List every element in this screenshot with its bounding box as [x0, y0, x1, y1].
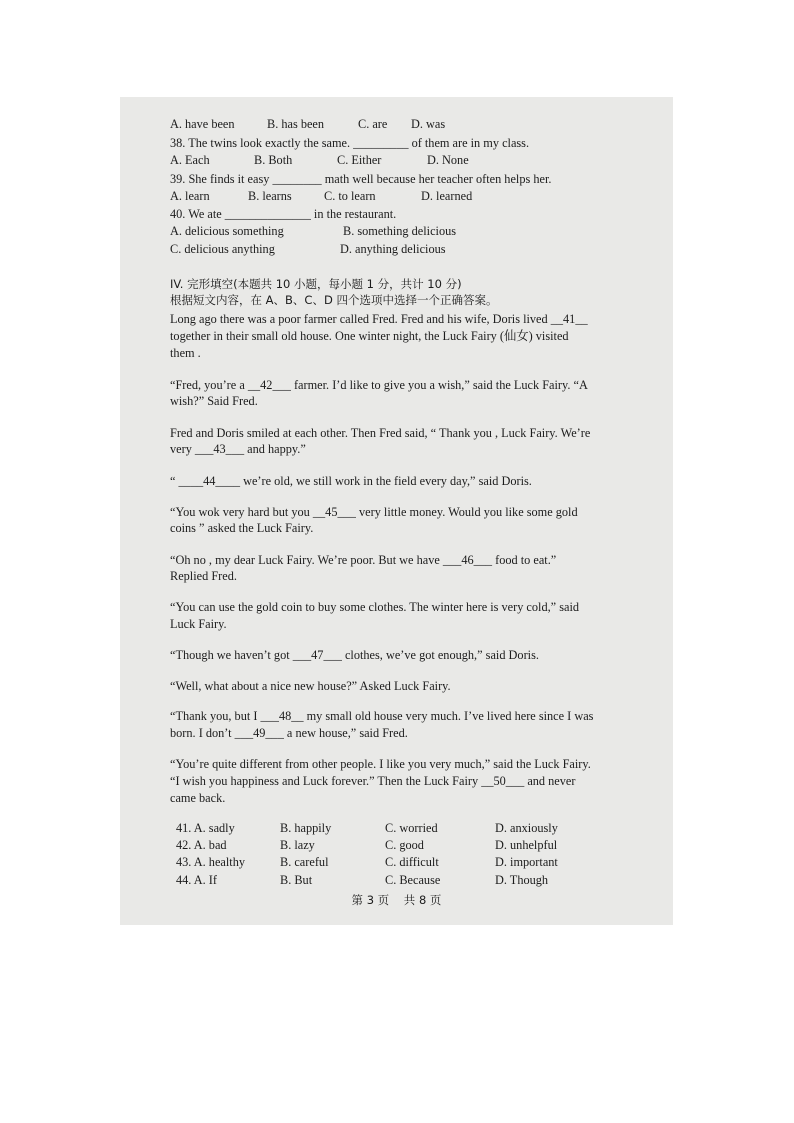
passage-line: coins ” asked the Luck Fairy. [170, 521, 314, 535]
passage-line: Long ago there was a poor farmer called Fred. Fred and his wife, Doris lived __41__ [170, 312, 588, 326]
passage-line: “You can use the gold coin to buy some clothes. The winter here is very cold,” said [170, 600, 580, 614]
option: C. worried [385, 821, 438, 835]
passage-line: wish?” Said Fred. [170, 394, 258, 408]
passage-line: “You’re quite different from other people. I like you very much,” said the Luck Fairy. [170, 757, 591, 771]
question-40-stem: 40. We ate ______________ in the restaurant. [170, 207, 397, 221]
passage-line: came back. [170, 791, 226, 805]
option: C. to learn [324, 189, 376, 203]
question-38-stem: 38. The twins look exactly the same. _________ of them are in my class. [170, 136, 530, 150]
option: B. lazy [280, 838, 315, 852]
option: D. learned [421, 189, 473, 203]
option: C. are [358, 117, 388, 131]
passage-line: “You wok very hard but you __45___ very little money. Would you like some gold [170, 505, 578, 519]
option: 42. A. bad [176, 838, 227, 852]
option: D. Though [495, 873, 549, 887]
section-instruction: 根据短文内容，在 A、B、C、D 四个选项中选择一个正确答案。 [170, 293, 498, 307]
passage-line: “Well, what about a nice new house?” Asked Luck Fairy. [170, 679, 451, 693]
passage-line: “Though we haven’t got ___47___ clothes, we’ve got enough,” said Doris. [170, 648, 539, 662]
passage-line: Replied Fred. [170, 569, 237, 583]
option: B. Both [254, 153, 293, 167]
passage-line: very ___43___ and happy.” [170, 442, 306, 456]
option: A. have been [170, 117, 235, 131]
option: B. happily [280, 821, 332, 835]
passage-line: “Fred, you’re a __42___ farmer. I’d like to give you a wish,” said the Luck Fairy. “A [170, 378, 588, 392]
option: D. anything delicious [340, 242, 446, 256]
passage-line: “Oh no , my dear Luck Fairy. We’re poor. But we have ___46___ food to eat.” [170, 553, 557, 567]
option: C. Because [385, 873, 441, 887]
option: D. important [495, 855, 558, 869]
option: 41. A. sadly [176, 821, 235, 835]
option: B. careful [280, 855, 329, 869]
option: B. learns [248, 189, 292, 203]
page-footer: 第 3 页 共 8 页 [351, 893, 442, 907]
passage-line: “ ____44____ we’re old, we still work in the field every day,” said Doris. [170, 474, 532, 488]
option: C. good [385, 838, 424, 852]
passage-line: born. I don’t ___49___ a new house,” said Fred. [170, 726, 408, 740]
option: A. delicious something [170, 224, 284, 238]
section-title: IV. 完形填空(本题共 10 小题，每小题 1 分，共计 10 分) [170, 277, 462, 291]
passage-line: “I wish you happiness and Luck forever.” Then the Luck Fairy __50___ and never [170, 774, 576, 788]
option: D. unhelpful [495, 838, 558, 852]
option: D. anxiously [495, 821, 558, 835]
option: D. was [411, 117, 446, 131]
option: C. Either [337, 153, 382, 167]
option: D. None [427, 153, 469, 167]
option: A. Each [170, 153, 210, 167]
question-39-stem: 39. She finds it easy ________ math well because her teacher often helps her. [170, 172, 552, 186]
option: B. something delicious [343, 224, 457, 238]
passage-line: Fred and Doris smiled at each other. Then Fred said, “ Thank you , Luck Fairy. We’re [170, 426, 591, 440]
option: C. delicious anything [170, 242, 275, 256]
scanned-page [120, 97, 673, 925]
passage-line: Luck Fairy. [170, 617, 227, 631]
option: 44. A. If [176, 873, 217, 887]
passage-line: “Thank you, but I ___48__ my small old house very much. I’ve lived here since I was [170, 709, 594, 723]
option: C. difficult [385, 855, 439, 869]
option: A. learn [170, 189, 210, 203]
option: B. has been [267, 117, 325, 131]
option: 43. A. healthy [176, 855, 245, 869]
passage-line: them . [170, 346, 201, 360]
passage-line: together in their small old house. One winter night, the Luck Fairy (仙女) visited [170, 329, 569, 343]
option: B. But [280, 873, 313, 887]
